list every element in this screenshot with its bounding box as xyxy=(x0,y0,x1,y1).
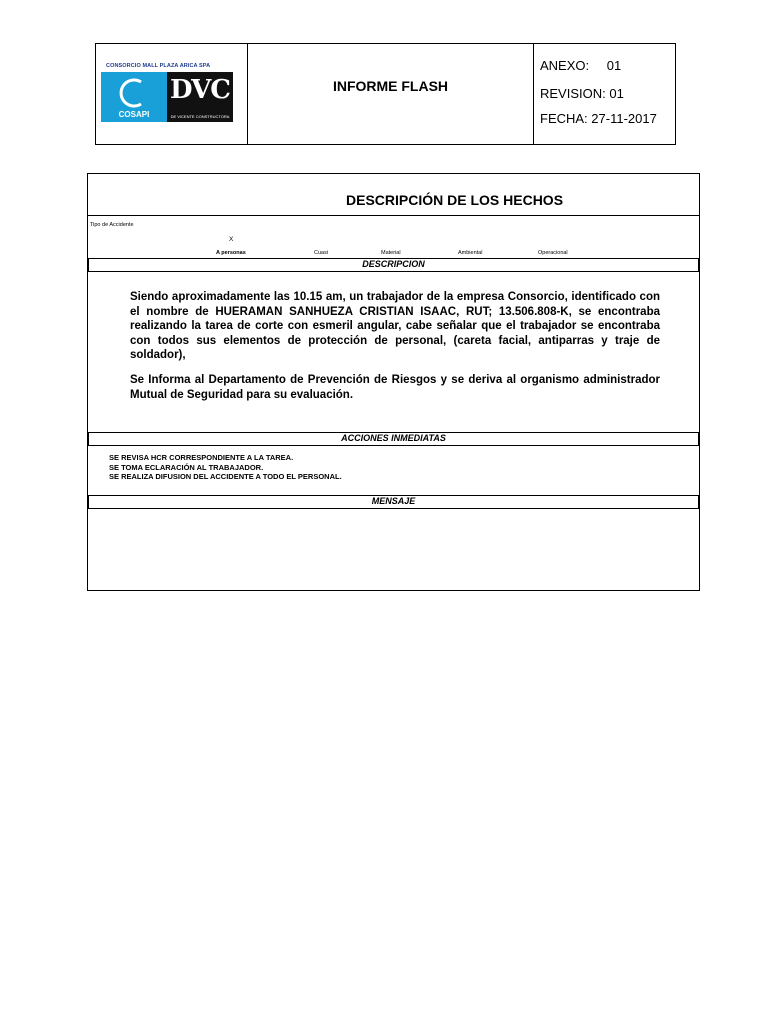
anexo-value: 01 xyxy=(606,58,622,73)
cosapi-logo-text: COSAPI xyxy=(118,110,150,119)
action-item: SE REVISA HCR CORRESPONDIENTE A LA TAREA. xyxy=(109,453,294,462)
report-title: INFORME FLASH xyxy=(332,78,449,94)
dvc-logo-text: DVC xyxy=(170,75,230,105)
cosapi-ring-icon xyxy=(101,72,167,112)
message-header: MENSAJE xyxy=(88,495,699,509)
action-item: SE TOMA ECLARACIÓN AL TRABAJADOR. xyxy=(109,462,264,472)
accident-type-label: Tipo de Accidente xyxy=(90,222,134,228)
consortium-label: CONSORCIO MALL PLAZA ARICA SPA xyxy=(106,63,211,69)
section-title-box xyxy=(88,174,699,216)
accident-type-material: Material xyxy=(381,250,401,256)
narrative-paragraph-1: Siendo aproximadamente las 10.15 am, un trabajador de la empresa Consorcio, identificado con el nombre de HUERAMAN SANHUEZA CRISTIAN ISAAC, RUT; 13.506.808-K, se encontraba realizando la tarea de corte con esmeril angular, cabe señalar que el trabajador se encontraba con todos sus elementos de protección de personal, (careta facial, antiparras y traje de soldador), xyxy=(130,291,660,362)
title-cell xyxy=(248,44,534,144)
selected-mark: X xyxy=(229,236,234,243)
accident-type-cuasi: Cuasi xyxy=(314,250,329,256)
accident-type-operacional: Operacional xyxy=(538,250,568,256)
accident-type-personas: A personas xyxy=(216,250,246,256)
cosapi-logo xyxy=(101,72,167,122)
fecha-line xyxy=(540,111,657,126)
fecha-label: FECHA: xyxy=(540,111,588,126)
anexo-label: ANEXO: xyxy=(540,58,590,73)
narrative-paragraph-2: Se Informa al Departamento de Prevención de Riesgos y se deriva al organismo administrador Mutual de Seguridad para su evaluación. xyxy=(130,373,660,401)
narrative xyxy=(130,290,660,412)
description-header: DESCRIPCION xyxy=(88,258,699,272)
logo-cell xyxy=(96,44,248,144)
actions-list xyxy=(109,453,342,482)
dvc-logo-subtext: DE VICENTE CONSTRUCTORA xyxy=(170,114,230,119)
message-area xyxy=(88,509,699,590)
report-header xyxy=(95,43,676,145)
revision-line xyxy=(540,86,624,101)
section-title: DESCRIPCIÓN DE LOS HECHOS xyxy=(346,192,564,208)
dvc-logo xyxy=(167,72,233,122)
fecha-value: 27-11-2017 xyxy=(591,111,657,126)
anexo-line xyxy=(540,58,621,73)
facts-form xyxy=(87,173,700,591)
revision-label: REVISION: xyxy=(540,86,606,101)
actions-header: ACCIONES INMEDIATAS xyxy=(88,432,699,446)
action-item: SE REALIZA DIFUSION DEL ACCIDENTE A TODO EL PERSONAL. xyxy=(109,472,342,481)
accident-type-ambiental: Ambiental xyxy=(458,250,483,256)
revision-value: 01 xyxy=(609,86,624,101)
meta-cell xyxy=(534,44,675,144)
